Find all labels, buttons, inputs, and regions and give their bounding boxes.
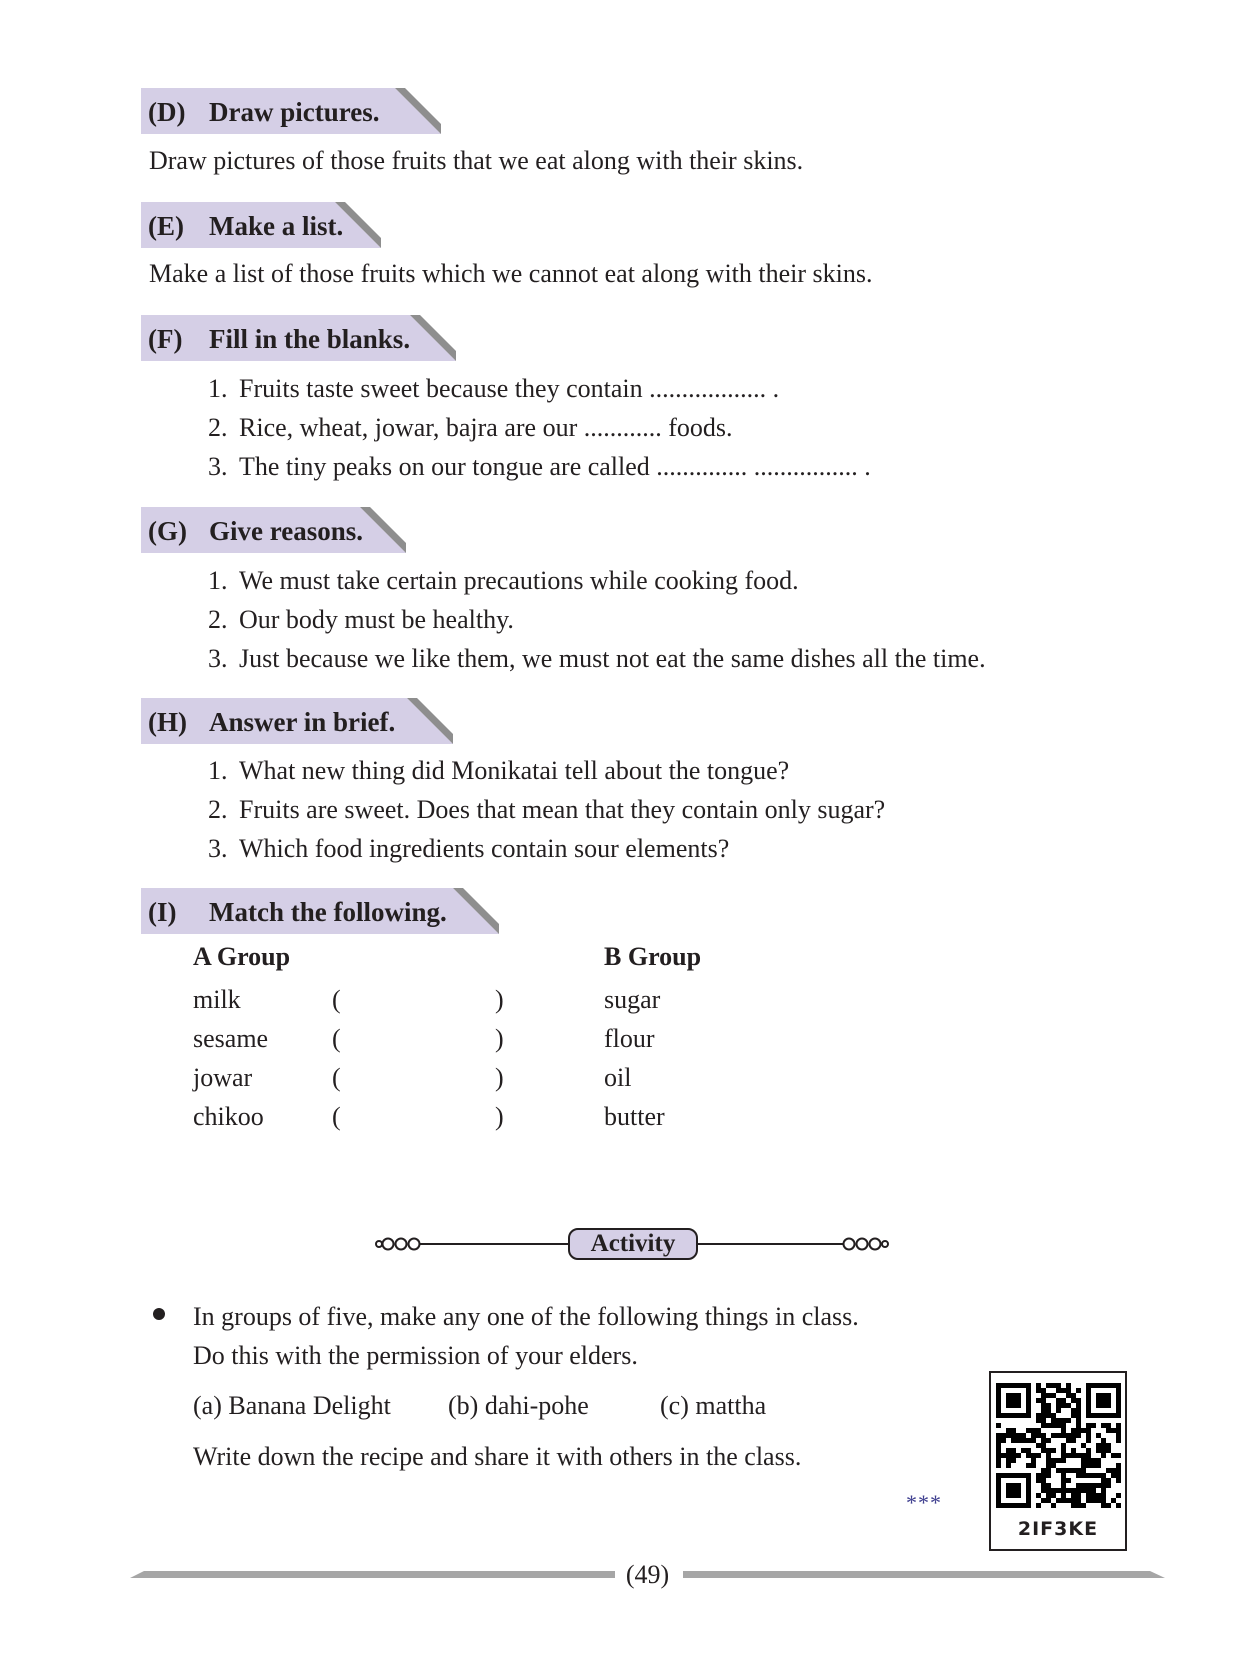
group-a-item: milk (193, 985, 241, 1014)
end-stars: *** (906, 1490, 942, 1515)
bullet-icon (153, 1308, 165, 1320)
page-number: (49) (625, 1560, 670, 1589)
open-bracket: ( (332, 1024, 341, 1053)
open-bracket: ( (332, 1102, 341, 1131)
section-g-list (208, 566, 986, 683)
section-e-heading (141, 202, 381, 248)
section-title: Match the following. (209, 897, 447, 927)
activity-option: (b) dahi-pohe (448, 1391, 589, 1420)
heading-corner-ornament (407, 698, 453, 744)
section-d-text: Draw pictures of those fruits that we eat along with their skins. (149, 146, 804, 175)
open-bracket: ( (332, 1063, 341, 1092)
qr-code (989, 1371, 1127, 1551)
section-d-heading (141, 88, 441, 134)
section-e-text: Make a list of those fruits which we cannot eat along with their skins. (149, 259, 873, 288)
qr-code-icon (991, 1373, 1125, 1518)
section-title: Draw pictures. (209, 97, 380, 127)
activity-line-2: Do this with the permission of your elders. (193, 1341, 638, 1370)
section-h-heading (141, 698, 453, 744)
activity-option: (c) mattha (660, 1391, 767, 1420)
section-f-heading (141, 315, 456, 361)
group-a-header: A Group (193, 942, 291, 971)
item-text: We must take certain precautions while cooking food. (239, 566, 799, 595)
section-letter: (G) (148, 516, 187, 546)
qr-code-label: 2IF3KE (1017, 1518, 1099, 1540)
section-g-heading (141, 507, 406, 553)
section-title: Answer in brief. (209, 707, 396, 737)
section-letter: (E) (148, 211, 184, 241)
open-bracket: ( (332, 985, 341, 1014)
activity-label: Activity (568, 1228, 698, 1260)
item-text: What new thing did Monikatai tell about the tongue? (239, 756, 790, 785)
section-h-list (208, 756, 885, 873)
item-number: 2. (208, 413, 228, 442)
heading-corner-ornament (410, 315, 456, 361)
section-letter: (D) (148, 97, 186, 127)
list-item (208, 566, 986, 605)
item-number: 2. (208, 795, 228, 824)
list-item (208, 413, 871, 452)
item-number: 3. (208, 834, 228, 863)
item-number: 3. (208, 452, 228, 481)
item-number: 2. (208, 605, 228, 634)
group-b-item: flour (604, 1024, 655, 1053)
close-bracket: ) (495, 1063, 504, 1092)
item-text: Just because we like them, we must not eat the same dishes all the time. (239, 644, 986, 673)
group-b-item: butter (604, 1102, 665, 1131)
section-letter: (I) (148, 897, 177, 927)
close-bracket: ) (495, 1024, 504, 1053)
list-item (208, 605, 986, 644)
group-a-item: chikoo (193, 1102, 264, 1131)
heading-corner-ornament (360, 507, 406, 553)
heading-corner-ornament (453, 888, 499, 934)
list-item (208, 374, 871, 413)
list-item (208, 795, 885, 834)
section-f-list (208, 374, 871, 491)
item-text: The tiny peaks on our tongue are called .............. ................ . (239, 452, 871, 481)
item-text: Which food ingredients contain sour elements? (239, 834, 730, 863)
activity-heading (375, 1226, 895, 1262)
list-item (208, 756, 885, 795)
group-b-item: oil (604, 1063, 632, 1092)
item-number: 3. (208, 644, 228, 673)
heading-corner-ornament (395, 88, 441, 134)
section-letter: (H) (148, 707, 187, 737)
activity-line-1: In groups of five, make any one of the following things in class. (193, 1302, 859, 1331)
list-item (208, 452, 871, 491)
group-a-item: jowar (193, 1063, 253, 1092)
item-number: 1. (208, 374, 228, 403)
page-footer (130, 1556, 1165, 1596)
activity-option: (a) Banana Delight (193, 1391, 391, 1420)
list-item (208, 834, 885, 873)
section-title: Give reasons. (209, 516, 363, 546)
item-text: Fruits taste sweet because they contain .................. . (239, 374, 780, 403)
item-number: 1. (208, 566, 228, 595)
section-title: Make a list. (209, 211, 344, 241)
group-b-header: B Group (604, 942, 702, 971)
activity-closing-text: Write down the recipe and share it with others in the class. (193, 1442, 802, 1471)
group-b-item: sugar (604, 985, 661, 1014)
list-item (208, 644, 986, 683)
item-text: Rice, wheat, jowar, bajra are our ............ foods. (239, 413, 733, 442)
section-title: Fill in the blanks. (209, 324, 411, 354)
item-number: 1. (208, 756, 228, 785)
section-i-heading (141, 888, 499, 934)
close-bracket: ) (495, 1102, 504, 1131)
section-letter: (F) (148, 324, 183, 354)
item-text: Our body must be healthy. (239, 605, 514, 634)
group-a-item: sesame (193, 1024, 269, 1053)
item-text: Fruits are sweet. Does that mean that they contain only sugar? (239, 795, 886, 824)
close-bracket: ) (495, 985, 504, 1014)
